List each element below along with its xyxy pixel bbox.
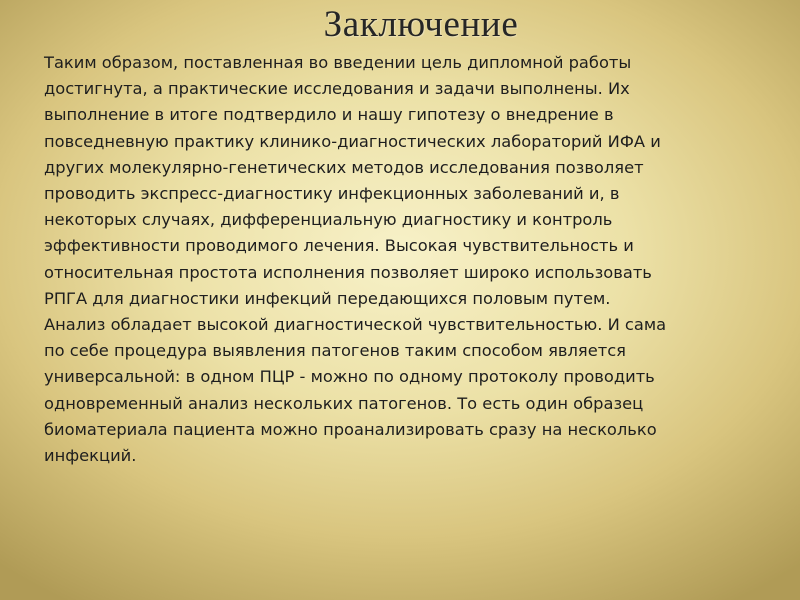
- slide-title: Заключение: [323, 4, 519, 45]
- slide-body-text: Таким образом, поставленная во введении цель дипломной работы достигнута, а практические исследования и задачи выполнены. Их выполнение в итоге подтвердило и нашу гипотезу о внедрение в повседневную практику клинико-диагностических лабораторий ИФА и других молекулярно-генетических методов исследования позволяет проводить экспресс-диагностику инфекционных заболеваний и, в некоторых случаях, дифференциальную диагностику и контроль эффективности проводимого лечения. Высокая чувствительность и относительная простота исполнения позволяет широко использовать РПГА для диагностики инфекций передающихся половым путем. Анализ обладает высокой диагностической чувствительностью. И сама по себе процедура выявления патогенов таким способом является универсальной: в одном ПЦР - можно по одному протоколу проводить одновременный анализ нескольких патогенов. То есть один образец биоматериала пациента можно проанализировать сразу на несколько инфекций.: [44, 53, 667, 466]
